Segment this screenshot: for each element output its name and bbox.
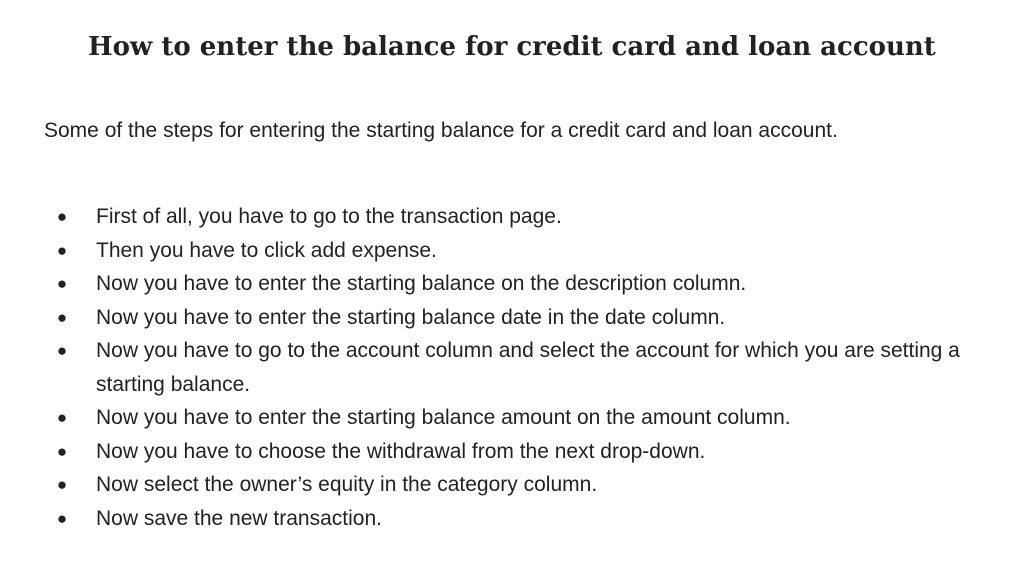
bullet-icon: ● xyxy=(56,475,68,494)
step-text: Now save the new transaction. xyxy=(96,506,382,530)
list-item xyxy=(52,435,972,469)
step-text: Now select the owner’s equity in the category column. xyxy=(96,473,598,496)
list-item xyxy=(52,334,972,401)
step-text: Now you have to go to the account column and select the account for which you are setting a starting balance. xyxy=(96,339,960,396)
step-text: Now you have to enter the starting balance date in the date column. xyxy=(96,305,726,329)
bullet-icon: ● xyxy=(56,508,68,528)
bullet-icon: ● xyxy=(56,441,68,461)
bullet-icon: ● xyxy=(56,207,68,226)
list-item xyxy=(52,267,972,301)
page-title: How to enter the balance for credit card and loan account xyxy=(88,32,936,62)
step-text: Now you have to enter the starting balance amount on the amount column. xyxy=(96,406,791,429)
list-item xyxy=(52,234,972,268)
step-text: Now you have to enter the starting balance on the description column. xyxy=(96,272,747,295)
list-item xyxy=(52,502,972,536)
bullet-icon: ● xyxy=(56,408,68,427)
list-item xyxy=(52,200,972,234)
bullet-icon: ● xyxy=(56,307,68,327)
step-text: Then you have to click add expense. xyxy=(96,238,437,262)
intro-paragraph: Some of the steps for entering the starting balance for a credit card and loan account. xyxy=(44,119,838,142)
bullet-icon: ● xyxy=(56,341,68,360)
list-item xyxy=(52,301,972,335)
list-item xyxy=(52,401,972,435)
bullet-icon: ● xyxy=(56,240,68,260)
step-text: First of all, you have to go to the transaction page. xyxy=(96,205,562,228)
step-text: Now you have to choose the withdrawal from the next drop-down. xyxy=(96,439,706,463)
bullet-icon: ● xyxy=(56,274,68,293)
steps-list xyxy=(52,200,972,535)
list-item xyxy=(52,468,972,502)
